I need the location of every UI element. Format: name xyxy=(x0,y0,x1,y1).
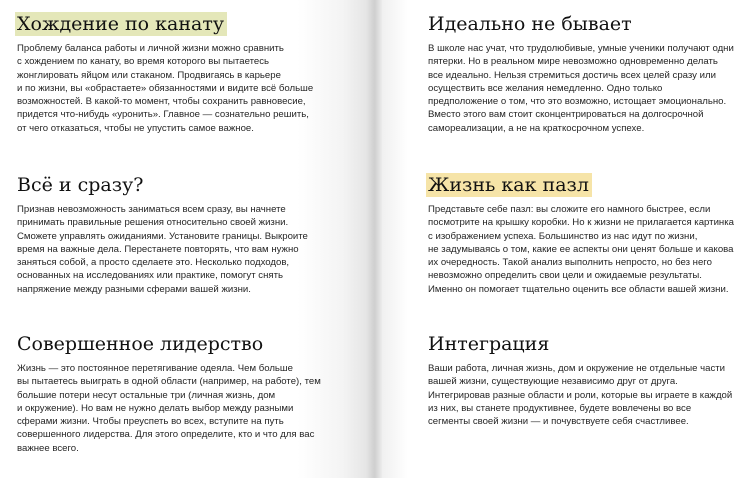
section-text: Проблему баланса работы и личной жизни можно сравнить с хождением по канату, во время которого вы пытаетесь жонглировать яйцом или стаканом. Продвигаясь в карьере и по жизни, вы «обрастаете» обязанностями и видите всё больше возможностей. В какой-то момент, чтобы сохранить равновесие, придется что-нибудь «уронить». Главное — сознательно решить, от чего отказаться, чтобы не упустить самое важное. xyxy=(17,43,314,134)
section-life-puzzle xyxy=(428,173,734,296)
section-title: Жизнь как пазл xyxy=(426,173,592,197)
section-text: В школе нас учат, что трудолюбивые, умные ученики получают одни пятерки. Но в реальном мире невозможно одновременно делать все идеально. Нельзя стремиться достичь всех целей сразу или осуществить все желания немедленно. Одно только предположение о том, что это возможно, истощает эмоционально. Вместо этого вам стоит сконцентрироваться на долгосрочной самореализации, а не на краткосрочном успехе. xyxy=(428,43,734,134)
section-title: Хождение по канату xyxy=(15,12,227,36)
section-no-perfect xyxy=(428,12,734,135)
section-title: Всё и сразу? xyxy=(17,174,144,196)
section-text: Ваши работа, личная жизнь, дом и окружение не отдельные части вашей жизни, существующие независимо друг от друга. Интегрировав разные области и роли, которые вы играете в каждой из них, вы станете продуктивнее, будете вовлечены во все сегменты своей жизни — и почувствуете себя счастливее. xyxy=(428,363,733,428)
section-title: Совершенное лидерство xyxy=(17,333,264,355)
section-text: Жизнь — это постоянное перетягивание одеяла. Чем больше вы пытаетесь выиграть в одной области (например, на работе), тем большие потери несут остальные три (личная жизнь, дом и окружение). Но вам не нужно делать выбор между разными сферами жизни. Чтобы преуспеть во всех, вступите на путь совершенного лидерства. Для этого определите, кто и что для вас важнее всего. xyxy=(17,363,321,454)
section-text: Представьте себе пазл: вы сложите его намного быстрее, если посмотрите на крышку коробки. Но к жизни не прилагается картинка с изображением успеха. Большинство из нас идут по жизни, не задумываясь о том, какие ее аспекты они ценят больше и какова их очередность. Такой анализ выполнить непросто, но без него невозможно определить свои цели и ожидаемые результаты. Именно он помогает тщательно оценить все области вашей жизни. xyxy=(428,204,734,295)
section-title: Идеально не бывает xyxy=(428,13,632,35)
section-title: Интеграция xyxy=(428,333,550,355)
section-everything-at-once xyxy=(17,173,308,296)
section-tightrope xyxy=(17,12,313,135)
book-gutter xyxy=(366,0,382,478)
section-integration xyxy=(428,332,732,428)
section-total-leadership xyxy=(17,332,321,455)
section-text: Признав невозможность заниматься всем сразу, вы начнете принимать правильные решения относительно своей жизни. Сможете управлять ожиданиями. Установите границы. Выкроите время на важные дела. Перестанете повторять, что вам нужно заняться собой, а просто сделаете это. Несколько подходов, основанных на исследованиях или практике, помогут снять напряжение между разными сферами вашей жизни. xyxy=(17,204,308,295)
